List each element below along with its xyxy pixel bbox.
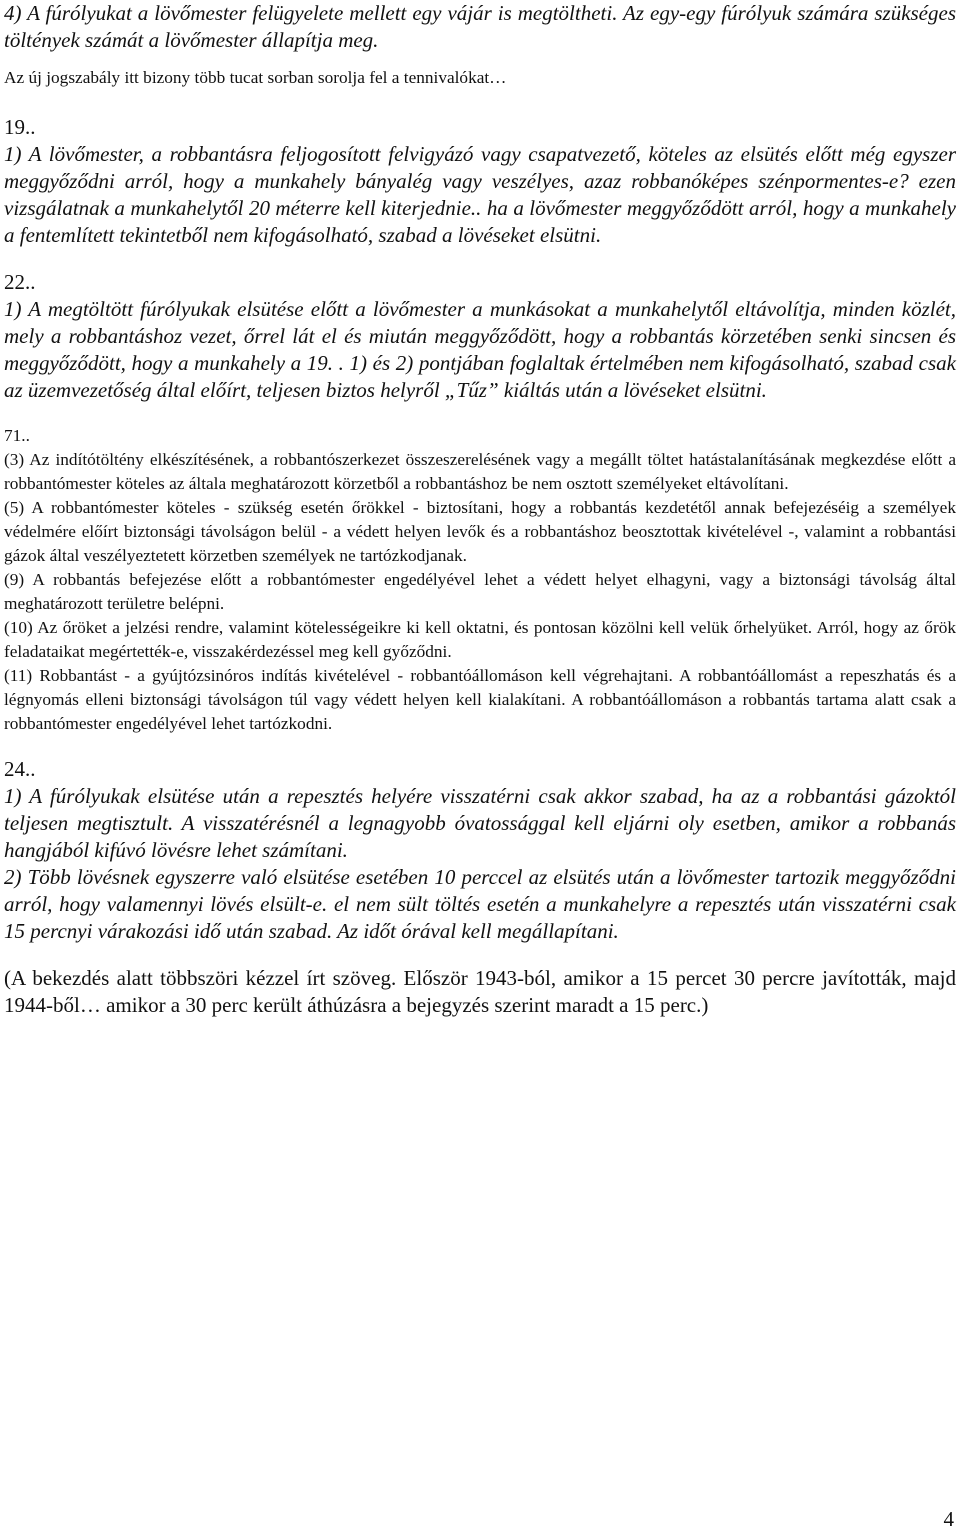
section-71-item-3: (3) Az indítótöltény elkészítésének, a robbantószerkezet összeszerelésének vagy a megállt töltet hatástalanításának megkezdése előtt a robbantómester köteles az általa meghatározott körzetből a robbantáshoz be nem osztott személyeket eltávolítani. xyxy=(4,450,956,493)
page-number: 4 xyxy=(943,1507,954,1531)
section-22-heading: 22.. xyxy=(4,270,36,294)
section-24-item-1: 1) A fúrólyukak elsütése után a repesztés helyére visszatérni csak akkor szabad, ha az a robbantási gázoktól teljesen megtisztult. A visszatérésnél a legnagyobb óvatossággal kell eljárni oly esetben, amikor a robbanás hangjából kifúvó lövésre lehet számítani. xyxy=(4,784,956,862)
spacer xyxy=(4,945,956,965)
handwritten-note-remark: (A bekezdés alatt többszöri kézzel írt szöveg. Először 1943-ból, amikor a 15 percet 30 percre javították, majd 1944-ből… amikor a 30 perc került áthúzásra a bejegyzés szerint maradt a 15 perc.) xyxy=(4,966,956,1017)
editor-note-intro: Az új jogszabály itt bizony több tucat sorban sorolja fel a tennivalókat… xyxy=(4,68,507,87)
section-71-item-11: (11) Robbantást - a gyújtózsinóros indítás kivételével - robbantóállomáson kell végrehajtani. A robbantóállomást a repeszhatás és a légnyomás elleni biztonsági távolságon túl vagy védett helyen kell kialakítani. A robbantóállomáson a robbantás tartama alatt csak a robbantómester engedélyével lehet tartózkodni. xyxy=(4,666,956,733)
section-71-item-9: (9) A robbantás befejezése előtt a robbantómester engedélyével lehet a védett helyet elhagyni, vagy a biztonsági távolság által meghatározott területre belépni. xyxy=(4,570,956,613)
section-19-text: 1) A lövőmester, a robbantásra feljogosított felvigyázó vagy csapatvezető, köteles az elsütés előtt még egyszer meggyőződni arról, hogy a munkahely bányalég vagy veszélyes, azaz robbanóképes szénpormentes-e? ezen vizsgálatnak a munkahelytől 20 méterre kell kiterjednie.. ha a lövőmester meggyőződött arról, hogy a munkahely a fentemlített tekintetből nem kifogásolható, szabad a lövéseket elsütni. xyxy=(4,142,956,247)
section-22-text: 1) A megtöltött fúrólyukak elsütése előtt a lövőmester a munkásokat a munkahelytől eltávolítja, minden közlét, mely a robbantáshoz vezet, őrrel lát el és miután meggyőződött, hogy a robbantás körzetében senki sincsen és meggyőződött, hogy a munkahely a 19. . 1) és 2) pontjában foglaltak értelmében nem kifogásolható, szabad csak az üzemvezetőség által előírt, teljesen biztos helyről „Tűz” kiáltás után a lövéseket elsütni. xyxy=(4,297,956,402)
section-71-item-10: (10) Az őröket a jelzési rendre, valamint kötelességeikre ki kell oktatni, és pontosan közölni kell velük őrhelyüket. Arról, hogy az őrök feladataikat megértették-e, visszakérdezéssel meg kell győződni. xyxy=(4,618,956,661)
section-71-item-5: (5) A robbantómester köteles - szükség esetén őrökkel - biztosítani, hogy a robbantás kezdetétől annak befejezéséig a személyek védelmére előírt biztonsági távolságon belül - a védett helyen levők és a robbantáshoz beosztottak kivételével -, valamint a robbantási gázok által veszélyeztetett körzetben személyek ne tartózkodjanak. xyxy=(4,498,956,565)
spacer xyxy=(4,54,956,66)
section-19-heading: 19.. xyxy=(4,115,36,139)
paragraph-4: 4) A fúrólyukat a lövőmester felügyelete mellett egy vájár is megtöltheti. Az egy-egy fúrólyuk számára szükséges töltények számát a lövőmester állapítja meg. xyxy=(4,1,956,52)
section-71-heading: 71.. xyxy=(4,426,30,445)
spacer xyxy=(4,249,956,269)
section-24-item-2: 2) Több lövésnek egyszerre való elsütése esetében 10 perccel az elsütés után a lövőmester tartozik meggyőződni arról, hogy valamennyi lövés elsült-e. el nem sült töltés esetén a munkahelyre a repesztés után visszatérni csak 15 percnyi várakozási idő után szabad. Az időt órával kell megállapítani. xyxy=(4,865,956,943)
spacer xyxy=(4,90,956,114)
section-24-heading: 24.. xyxy=(4,757,36,781)
spacer xyxy=(4,404,956,424)
document-page xyxy=(4,0,956,1019)
spacer xyxy=(4,736,956,756)
